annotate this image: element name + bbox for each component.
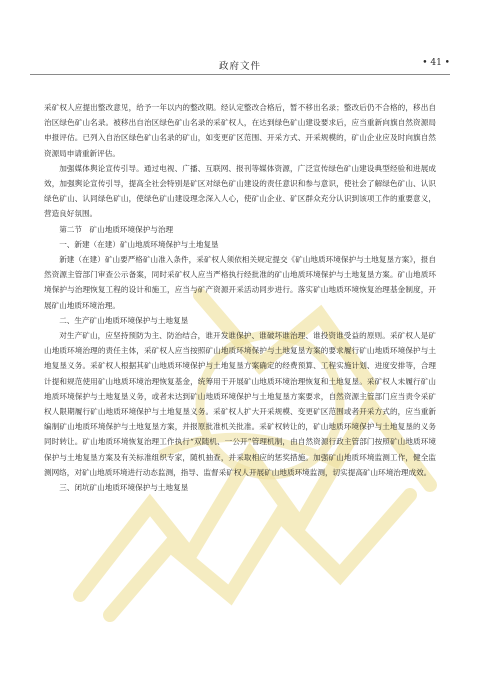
page-number: • 41 • <box>422 58 450 68</box>
subheading-closed-mines: 三、闭坑矿山地质环境保护与土地复垦 <box>59 483 189 493</box>
document-body <box>44 100 436 495</box>
paragraph-rectification: 采矿权人应提出整改意见，给予一年以内的整改期。经认定整改合格后，暂不移出名录；整改后仍不合格的，移出自治区绿色矿山名录。被移出自治区绿色矿山名录的采矿权人，在达到绿色矿山建设要求后，应当重新向旗自然资源局申报评估。已列入自治区绿色矿山名录的矿山，如变更矿区范围、开采方式、开采规模的，矿山企业应及时向旗自然资源局申请重新评估。 <box>44 103 436 158</box>
paragraph-producing-mines: 对生产矿山，应坚持预防为主、防治结合，谁开发谁保护、谁破坏谁治理、谁投资谁受益的原则。采矿权人是矿山地质环境治理的责任主体，采矿权人应当按照矿山地质环境保护与土地复垦方案的要求履行矿山地质环境保护与土地复垦义务。采矿权人根据其矿山地质环境保护与土地复垦方案确定的经费预算、工程实施计划、进度安排等，合理计提和规范使用矿山地质环境治理恢复基金，统筹用于开展矿山地质环境治理恢复和土地复垦。采矿权人未履行矿山地质环境保护与土地复垦义务，或者未达到矿山地质环境保护与土地复垦方案要求，自然资源主管部门应当责令采矿权人限期履行矿山地质环境保护与土地复垦义务。采矿权人扩大开采规模、变更矿区范围或者开采方式的，应当重新编制矿山地质环境保护与土地复垦方案，并报原批准机关批准。采矿权转让的，矿山地质环境保护与土地复垦的义务同时转让。矿山地质环境恢复治理工作执行“双随机、一公开”管理机制，由自然资源行政主管部门按照矿山地质环境保护与土地复垦方案及有关标准组织专家，随机抽查，并采取相应的惩奖措施。加强矿山地质环境监测工作，健全监测网络，对矿山地质环境进行动态监测，指导、监督采矿权人开展矿山地质环境监测，切实提高矿山环境治理成效。 <box>44 331 436 477</box>
section-heading: 第二节 矿山地质环境保护与治理 <box>59 224 174 234</box>
subheading-new-mines: 一、新建（在建）矿山地质环境保护与土地复垦 <box>59 239 219 249</box>
subheading-producing-mines: 二、生产矿山地质环境保护与土地复垦 <box>59 315 189 325</box>
paragraph-publicity: 加强媒体舆论宣传引导。通过电视、广播、互联网、报刊等媒体资源，广泛宣传绿色矿山建设典型经验和进展成效，加强舆论宣传引导，提高全社会特别是矿区对绿色矿山建设的责任意识和参与意识，使社会了解绿色矿山、认识绿色矿山、认同绿色矿山，使绿色矿山建设理念深入人心，使矿山企业、矿区群众充分认识到该项工作的重要意义，营造良好氛围。 <box>44 163 436 219</box>
page-header <box>30 58 450 75</box>
paragraph-new-mines: 新建（在建）矿山要严格矿山准入条件，采矿权人须依相关规定提交《矿山地质环境保护与土地复垦方案》，报自然资源主管部门审查公示备案，同时采矿权人应当严格执行经批准的矿山地质环境保护与土地复垦方案。矿山地质环境保护与治理恢复工程的设计和施工，应当与矿产资源开采活动同步进行。落实矿山地质环境恢复治理基金制度，开展矿山地质环境治理。 <box>44 255 436 310</box>
header-title: 政府文件 <box>218 61 261 72</box>
